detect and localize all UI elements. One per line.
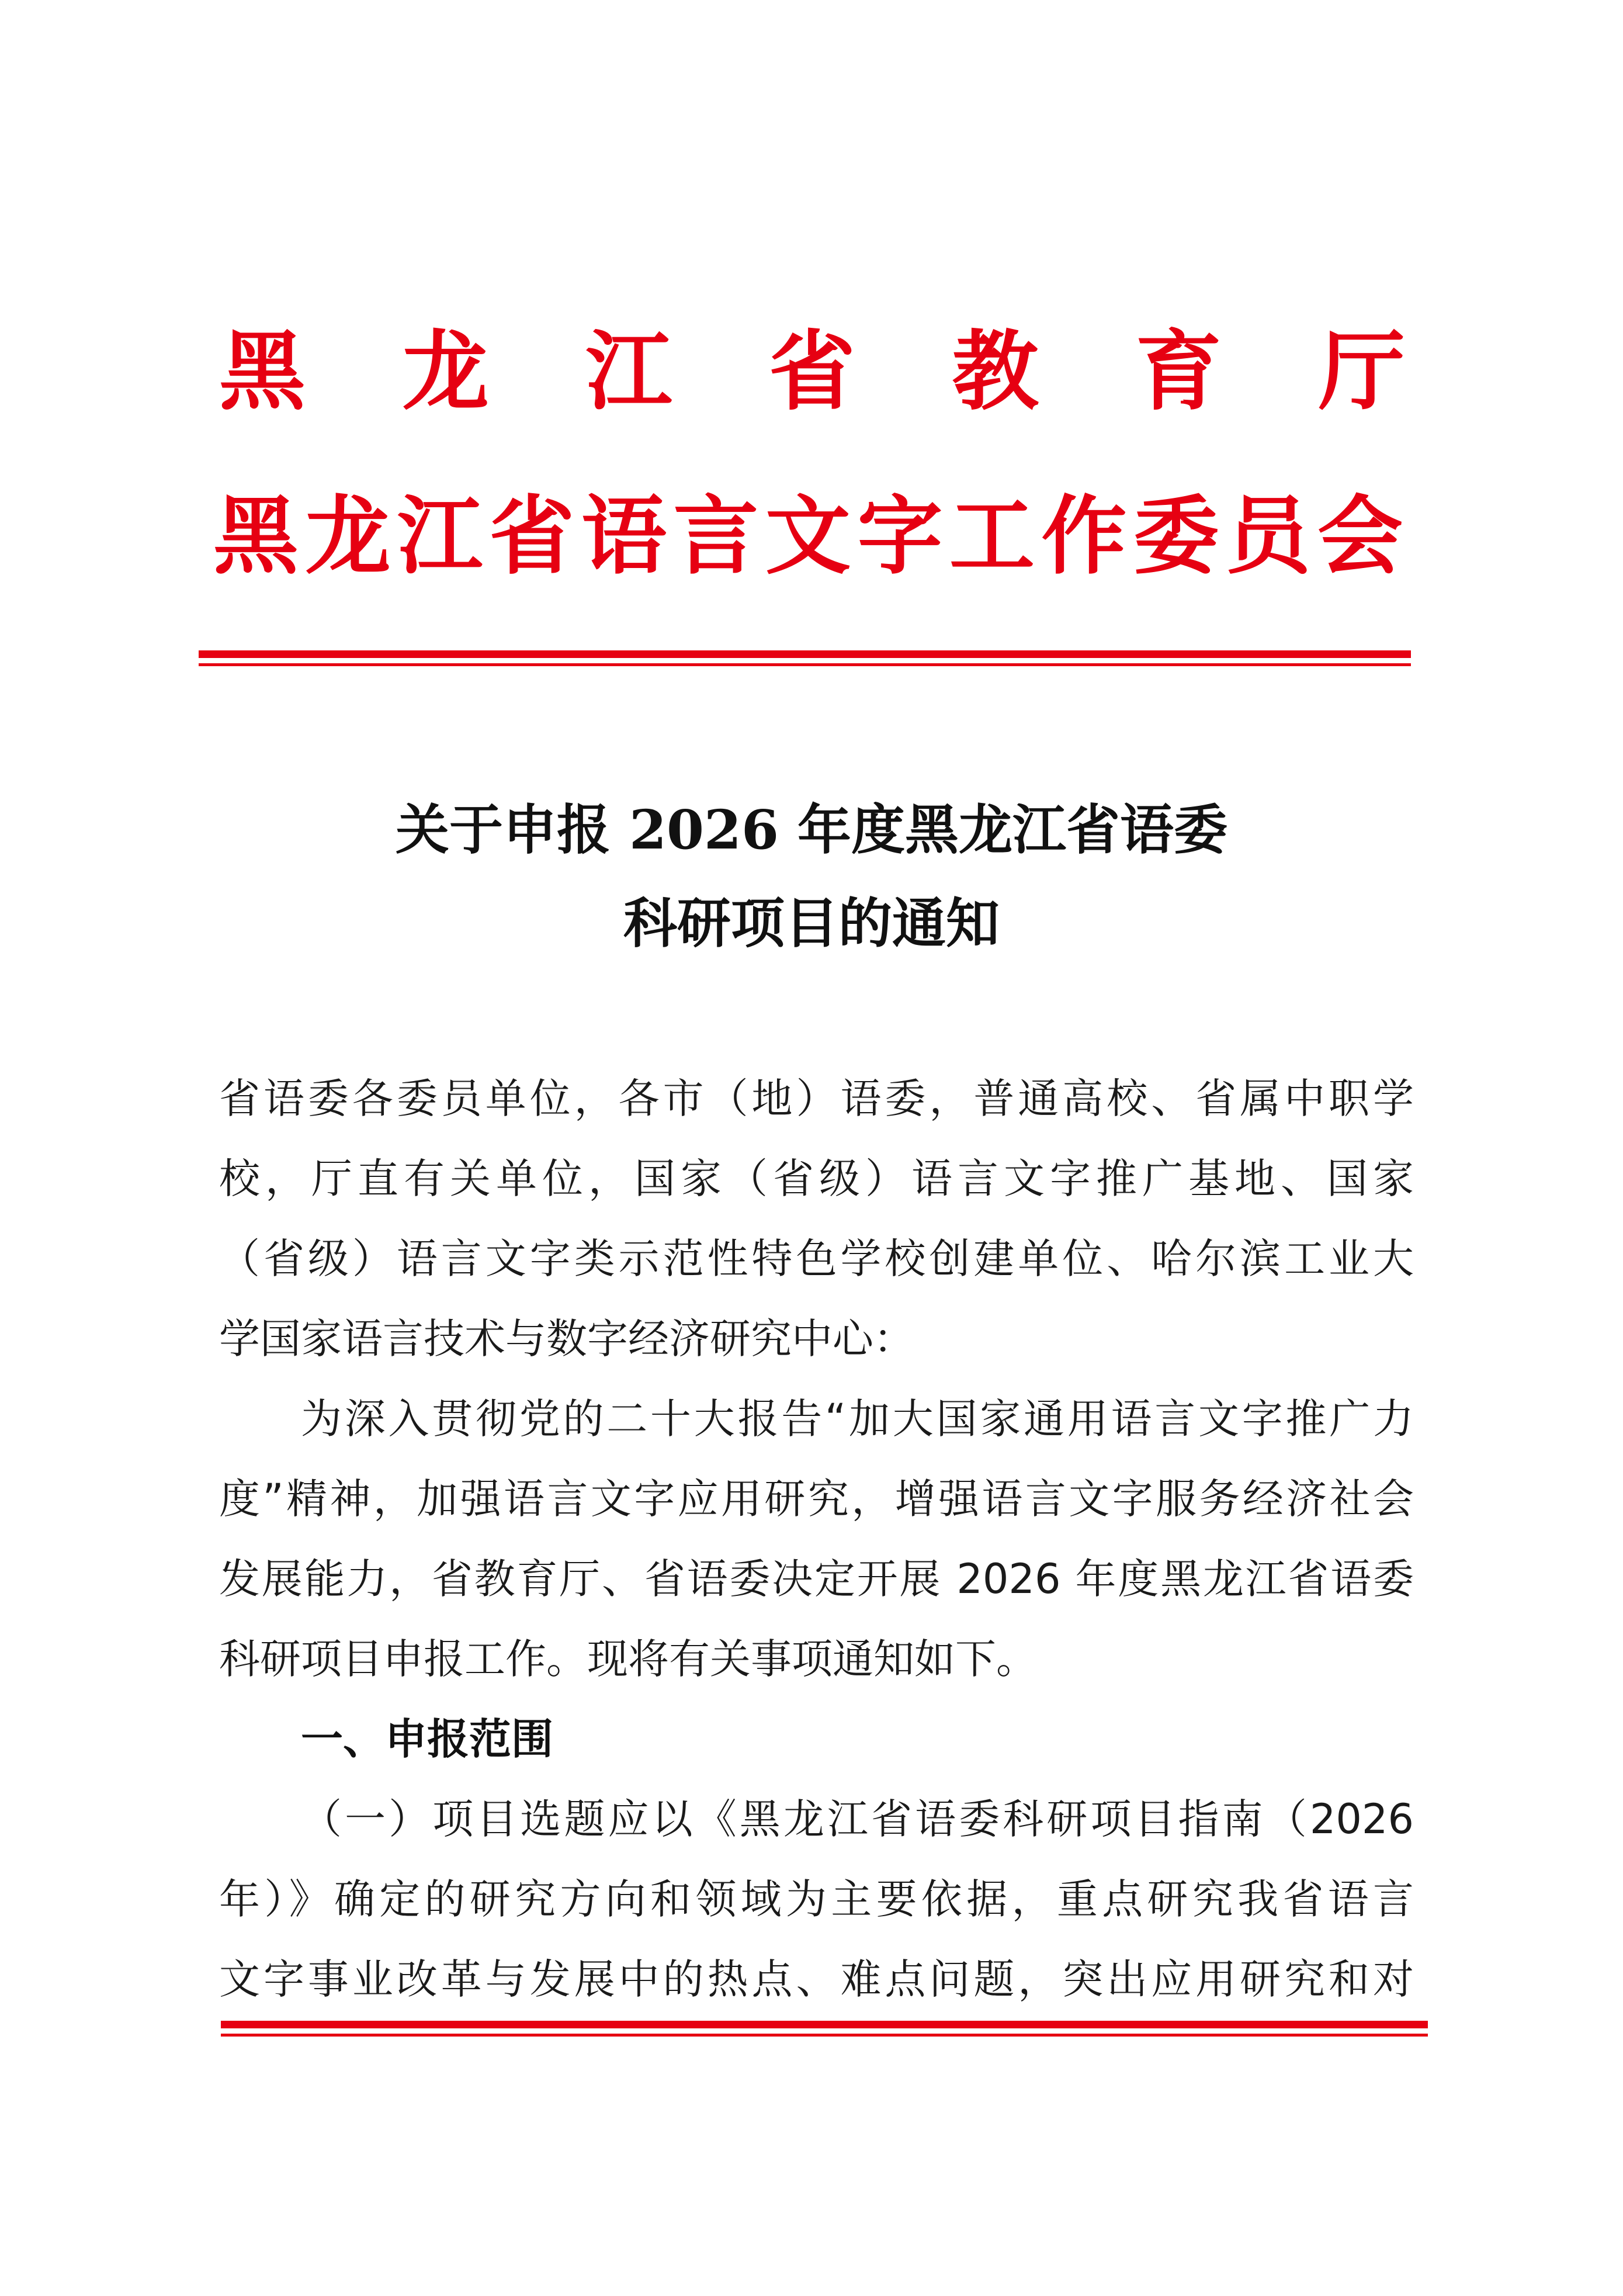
- section-paragraph-line: （一）项目选题应以《黑龙江省语委科研项目指南（2026: [301, 1795, 1414, 1843]
- section-heading: 一、申报范围: [301, 1715, 554, 1764]
- letterhead-issuer-1: 黑龙江省教育厅: [219, 320, 1405, 422]
- addressee-line: 学国家语言技术与数字经济研究中心：: [219, 1315, 914, 1363]
- section-paragraph-line: 文字事业改革与发展中的热点、难点问题，突出应用研究和对: [219, 1955, 1414, 2003]
- red-divider-top: [199, 650, 1411, 666]
- addressee-line: （省级）语言文字类示范性特色学校创建单位、哈尔滨工业大: [219, 1235, 1414, 1283]
- intro-paragraph-line: 科研项目申报工作。现将有关事项通知如下。: [219, 1635, 1037, 1683]
- intro-paragraph-line: 为深入贯彻党的二十大报告“加大国家通用语言文字推广力: [301, 1395, 1414, 1443]
- intro-paragraph-line: 发展能力，省教育厅、省语委决定开展 2026 年度黑龙江省语委: [219, 1555, 1414, 1603]
- addressee-line: 省语委各委员单位，各市（地）语委，普通高校、省属中职学: [219, 1075, 1414, 1123]
- document-title-line-1: 关于申报 2026 年度黑龙江省语委: [395, 798, 1228, 861]
- letterhead-issuer-2: 黑龙江省语言文字工作委员会: [213, 486, 1405, 586]
- intro-paragraph-line: 度”精神，加强语言文字应用研究，增强语言文字服务经济社会: [219, 1475, 1414, 1523]
- red-divider-bottom: [221, 2021, 1428, 2037]
- document-title-line-2: 科研项目的通知: [623, 892, 1000, 955]
- section-paragraph-line: 年）》确定的研究方向和领域为主要依据，重点研究我省语言: [219, 1875, 1414, 1923]
- addressee-line: 校，厅直有关单位，国家（省级）语言文字推广基地、国家: [219, 1155, 1414, 1203]
